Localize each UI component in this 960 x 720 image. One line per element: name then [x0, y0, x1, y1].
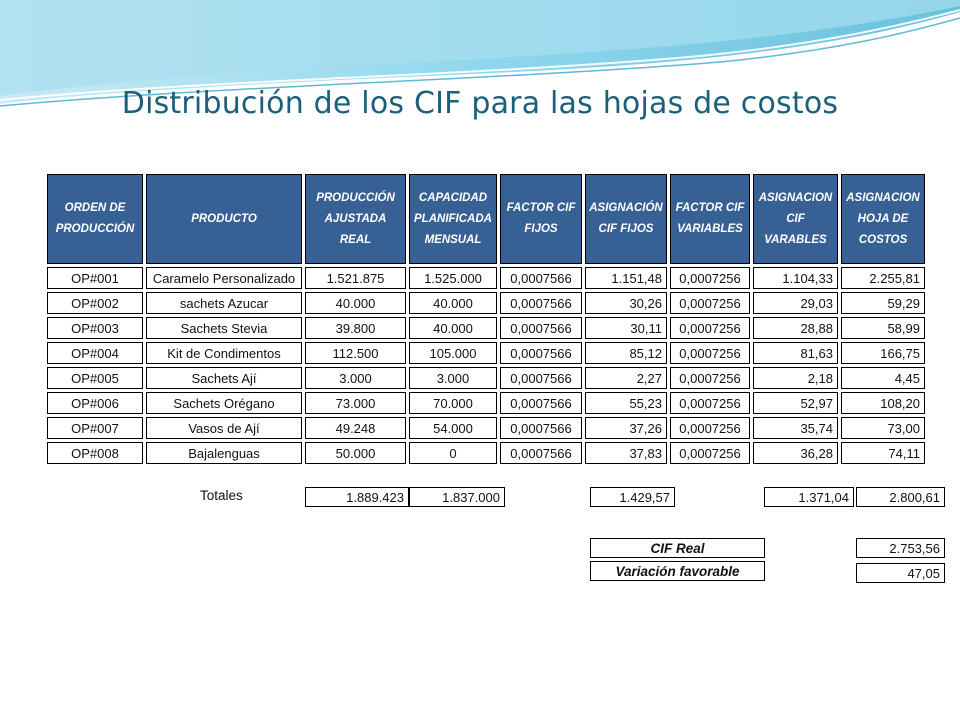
cell-asig-fijos: 37,26 [585, 417, 667, 439]
cell-asig-variables: 81,63 [753, 342, 838, 364]
header-producto: PRODUCTO [146, 174, 302, 264]
slide-title: Distribución de los CIF para las hojas de costos [121, 86, 839, 121]
cell-asig-variables: 2,18 [753, 367, 838, 389]
cell-producto: Kit de Condimentos [146, 342, 302, 364]
table-row [47, 267, 925, 289]
cell-orden: OP#007 [47, 417, 143, 439]
header-asig-hoja: ASIGNACION HOJA DE COSTOS [841, 174, 925, 264]
cell-produccion: 49.248 [305, 417, 406, 439]
cell-asig-variables: 52,97 [753, 392, 838, 414]
cif-distribution-table [44, 171, 928, 467]
cell-factor-variables: 0,0007256 [670, 367, 750, 389]
cell-orden: OP#004 [47, 342, 143, 364]
cell-capacidad: 54.000 [409, 417, 497, 439]
total-asig-fijos: 1.429,57 [590, 487, 675, 507]
table-row [47, 417, 925, 439]
table-row [47, 317, 925, 339]
cell-asig-hoja: 166,75 [841, 342, 925, 364]
cell-orden: OP#005 [47, 367, 143, 389]
table-row [47, 442, 925, 464]
cell-factor-fijos: 0,0007566 [500, 317, 582, 339]
cell-asig-variables: 28,88 [753, 317, 838, 339]
cell-asig-hoja: 73,00 [841, 417, 925, 439]
cell-factor-fijos: 0,0007566 [500, 342, 582, 364]
cell-producto: Sachets Ají [146, 367, 302, 389]
cell-asig-hoja: 108,20 [841, 392, 925, 414]
cell-producto: Sachets Stevia [146, 317, 302, 339]
cell-asig-fijos: 37,83 [585, 442, 667, 464]
cell-orden: OP#002 [47, 292, 143, 314]
cell-producto: Sachets Orégano [146, 392, 302, 414]
cell-orden: OP#006 [47, 392, 143, 414]
cell-factor-variables: 0,0007256 [670, 417, 750, 439]
cell-asig-variables: 36,28 [753, 442, 838, 464]
cell-asig-fijos: 30,11 [585, 317, 667, 339]
cell-capacidad: 1.525.000 [409, 267, 497, 289]
cif-real-label: CIF Real [590, 538, 765, 558]
cell-producto: Caramelo Personalizado [146, 267, 302, 289]
cell-asig-fijos: 55,23 [585, 392, 667, 414]
total-asig-variables: 1.371,04 [764, 487, 854, 507]
cell-factor-fijos: 0,0007566 [500, 442, 582, 464]
header-asig-variables: ASIGNACION CIF VARABLES [753, 174, 838, 264]
cell-produccion: 3.000 [305, 367, 406, 389]
cell-produccion: 1.521.875 [305, 267, 406, 289]
cell-orden: OP#001 [47, 267, 143, 289]
cell-orden: OP#008 [47, 442, 143, 464]
cell-producto: Vasos de Ají [146, 417, 302, 439]
total-capacidad: 1.837.000 [409, 487, 505, 507]
total-asig-hoja: 2.800,61 [856, 487, 945, 507]
cell-factor-fijos: 0,0007566 [500, 392, 582, 414]
cell-factor-variables: 0,0007256 [670, 442, 750, 464]
cell-factor-fijos: 0,0007566 [500, 292, 582, 314]
cell-capacidad: 3.000 [409, 367, 497, 389]
cell-produccion: 50.000 [305, 442, 406, 464]
cell-produccion: 40.000 [305, 292, 406, 314]
cell-factor-variables: 0,0007256 [670, 392, 750, 414]
header-orden: ORDEN DE PRODUCCIÓN [47, 174, 143, 264]
cell-orden: OP#003 [47, 317, 143, 339]
cell-asig-fijos: 30,26 [585, 292, 667, 314]
variacion-label: Variación favorable [590, 561, 765, 581]
cell-asig-hoja: 74,11 [841, 442, 925, 464]
cell-produccion: 73.000 [305, 392, 406, 414]
cell-factor-variables: 0,0007256 [670, 267, 750, 289]
header-factor-fijos: FACTOR CIF FIJOS [500, 174, 582, 264]
table-row [47, 392, 925, 414]
header-capacidad: CAPACIDAD PLANIFICADA MENSUAL [409, 174, 497, 264]
cell-asig-variables: 35,74 [753, 417, 838, 439]
cell-producto: Bajalenguas [146, 442, 302, 464]
cell-asig-fijos: 2,27 [585, 367, 667, 389]
cell-produccion: 39.800 [305, 317, 406, 339]
cell-factor-variables: 0,0007256 [670, 342, 750, 364]
table-row [47, 367, 925, 389]
table-row [47, 292, 925, 314]
cell-capacidad: 70.000 [409, 392, 497, 414]
variacion-value: 47,05 [856, 563, 945, 583]
cell-factor-fijos: 0,0007566 [500, 267, 582, 289]
cell-asig-hoja: 58,99 [841, 317, 925, 339]
cell-producto: sachets Azucar [146, 292, 302, 314]
cell-factor-variables: 0,0007256 [670, 292, 750, 314]
cif-real-value: 2.753,56 [856, 538, 945, 558]
header-produccion: PRODUCCIÓN AJUSTADA REAL [305, 174, 406, 264]
totals-label: Totales [200, 488, 243, 503]
header-factor-variables: FACTOR CIF VARIABLES [670, 174, 750, 264]
total-produccion: 1.889.423 [305, 487, 409, 507]
cell-capacidad: 40.000 [409, 317, 497, 339]
header-asig-fijos: ASIGNACIÓN CIF FIJOS [585, 174, 667, 264]
cell-asig-variables: 29,03 [753, 292, 838, 314]
cell-capacidad: 105.000 [409, 342, 497, 364]
cell-factor-fijos: 0,0007566 [500, 417, 582, 439]
cell-produccion: 112.500 [305, 342, 406, 364]
cell-asig-hoja: 2.255,81 [841, 267, 925, 289]
cell-asig-variables: 1.104,33 [753, 267, 838, 289]
cell-asig-fijos: 1.151,48 [585, 267, 667, 289]
cell-factor-variables: 0,0007256 [670, 317, 750, 339]
cell-asig-hoja: 4,45 [841, 367, 925, 389]
cell-asig-fijos: 85,12 [585, 342, 667, 364]
cell-capacidad: 0 [409, 442, 497, 464]
cell-capacidad: 40.000 [409, 292, 497, 314]
cell-factor-fijos: 0,0007566 [500, 367, 582, 389]
table-row [47, 342, 925, 364]
table-header-row [47, 174, 925, 264]
cell-asig-hoja: 59,29 [841, 292, 925, 314]
